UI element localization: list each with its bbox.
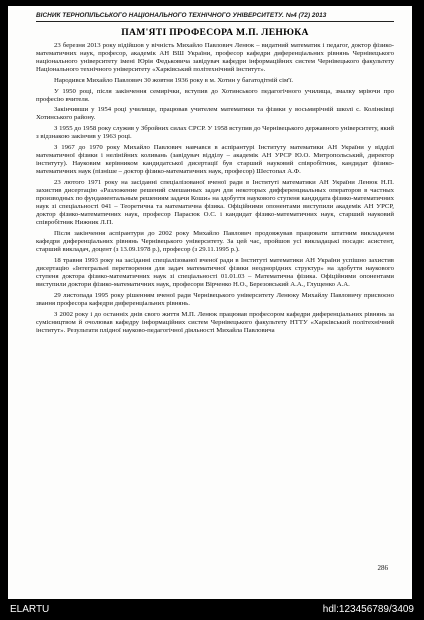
paragraph: 29 листопада 1995 року рішенням вченої ради Чернівецького університету Ленюку Михайлу Павловичу присвоєно звання професора кафедри диференціальних рівнянь. [36,291,394,308]
article-body [36,42,394,335]
paragraph: Закінчивши у 1954 році училище, працював учителем математики та фізики у восьмирічній школі с. Колінківці Хотинського району. [36,106,394,122]
repository-label: ELARTU [10,604,50,615]
paragraph: З 1967 до 1970 року Михайло Павлович навчався в аспірантурі Інституту математики АН України у відділі математичної фізики і нелінійних коливань (завідувач відділу – академік АН УРСР Ю.О. Митропольський, директор інституту). Науковим керівником кандидатської дисертації був старший науковий співробітник, кандидат фізико-математичних наук (пізніше – доктор фізико-математичних наук, професор) Шестопал А.Ф. [36,143,394,176]
journal-header: ВІСНИК ТЕРНОПІЛЬСЬКОГО НАЦІОНАЛЬНОГО ТЕХНІЧНОГО УНІВЕРСИТЕТУ. №4 (72) 2013 [36,12,394,22]
handle-identifier: hdl:123456789/3409 [322,604,414,615]
paragraph: Після закінчення аспірантури до 2002 року Михайло Павлович продовжував працювати штатним викладачем кафедри диференціальних рівнянь Чернівецького університету. За цей час, пройшов усі викладацькі посади: асистент, старший викладач, доцент (з 13.09.1978 р.), професор (з 29.11.1995 р.). [36,230,394,254]
paragraph: 23 березня 2013 року відійшов у вічність Михайло Павлович Ленюк – видатний математик і педагог, доктор фізико-математичних наук, професор, академік АН ВШ України, професор кафедри диференціальних рівнянь Чернівецького національного університету імені Юрія Федьковича завідувач кафедри інформаційних систем Чернівецького факультету Національного технічного університету «Харківський політехнічний інститут». [36,42,394,74]
paragraph: 23 лютого 1971 року на засіданні спеціалізованої вченої ради в Інституті математики АН України Ленюк Н.П. захистив дисертацію «Разложение решений смешанных задач для некоторых дифференциальных операторов в частных производных по фундаментальным решениям задачи Коши» на здобуття наукового ступеня кандидата фізико-математичних наук зі спеціальності 041 – Теоретична та математична фізика. Офіційними опонентами виступили академік АН УРСР, доктор фізико-математичних наук, професор Парасюк О.С. і кандидат фізико-математичних наук, старший науковий співробітник Нижник Л.П. [36,178,394,227]
page-number: 286 [377,564,388,572]
paragraph: З 2002 року і до останніх днів свого життя М.П. Ленюк працював професором кафедри диференціальних рівнянь за сумісництвом й очолював кафедру інформаційних систем Чернівецького факультету НТТУ «Харківський політехнічний інститут». Результати плідної науково-педагогічної діяльності Михайла Павловича [36,310,394,334]
document-page [8,6,412,599]
paragraph: Народився Михайло Павлович 30 жовтня 1936 року в м. Хотин у багатодітній сім'ї. [54,77,294,85]
paragraph: З 1955 до 1958 року служив у Збройних силах СРСР. У 1958 вступив до Чернівецького державного університету, який з відзнакою закінчив у 1963 році. [36,124,394,141]
paragraph: У 1950 році, після закінчення семирічки, вступив до Хотинського педагогічного училища, змалку мріючи про професію вчителя. [36,87,394,103]
article-title: ПАМ'ЯТІ ПРОФЕСОРА М.П. ЛЕНЮКА [121,27,309,38]
footer-bar [0,599,424,620]
paragraph: 18 травня 1993 року на засіданні спеціалізованої вченої ради в Інституті математики АН України успішно захистив дисертацію «Інтегральні перетворення для задач математичної фізики неоднорідних структур» на здобуття наукового ступеня доктора фізико-математичних наук зі спеціальності 01.01.03 – Математична фізика. Офіційними опонентами виступили доктори фізико-математичних наук, професори Вірченко Н.О., Березовський А.А., Глущенко А.А. [36,256,394,289]
